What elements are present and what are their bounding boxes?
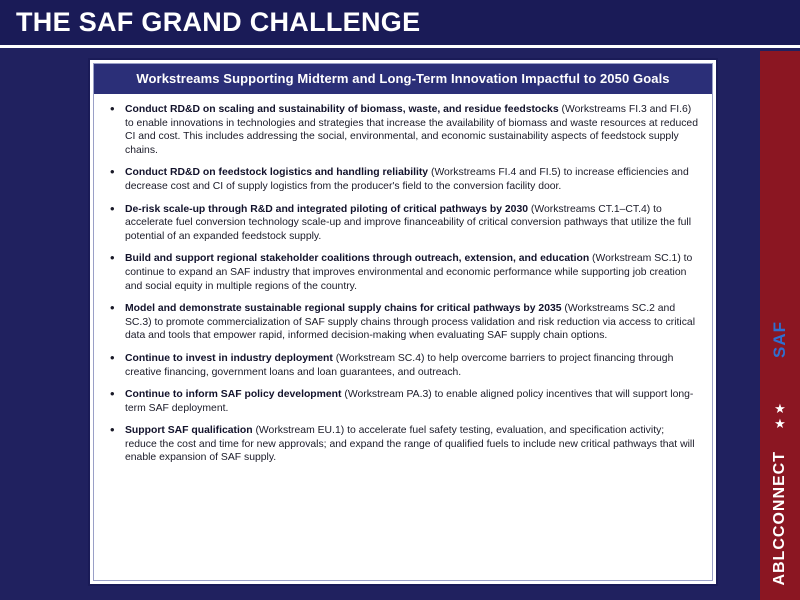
list-item [108, 302, 698, 343]
list-item-rest: (Workstream PA.3) to enable aligned policy incentives that will support long-term SAF deployment. [125, 389, 694, 414]
list-item-rest: (Workstreams FI.3 and FI.6) to enable innovations in technologies and strategies that increase the availability of biomass and waste resources at reduced CI and cost. This includes addressing the social, environmental, and economic sustainability aspects of feedstock supply chains. [125, 104, 698, 156]
list-item [108, 388, 698, 415]
list-item [108, 166, 698, 193]
list-item-lead: Build and support regional stakeholder coalitions through outreach, extension, and education [125, 253, 590, 265]
card-header: Workstreams Supporting Midterm and Long-Term Innovation Impactful to 2050 Goals [94, 64, 712, 94]
rail-brand-abl: ABLC [771, 537, 788, 586]
content-card [88, 58, 718, 586]
list-item [108, 103, 698, 157]
list-item-lead: De-risk scale-up through R&D and integrated piloting of critical pathways by 2030 [125, 203, 529, 215]
list-item-lead: Model and demonstrate sustainable regional supply chains for critical pathways by 2035 [125, 303, 562, 315]
list-item-rest: (Workstreams CT.1–CT.4) to accelerate fuel conversion technology scale-up and improve financeability of critical conversion pathways that utilize the full potential of an expanded feedstock supply. [125, 203, 692, 242]
list-item [108, 203, 698, 244]
rail-brand [771, 451, 789, 586]
list-item-rest: (Workstreams SC.2 and SC.3) to promote commercialization of SAF supply chains through process validation and risk reduction via access to critical data and tools that empower rapid, informed decision-making when evaluating SAF supply chain options. [125, 303, 696, 342]
page-title: THE SAF GRAND CHALLENGE [16, 7, 421, 37]
list-item [108, 352, 698, 379]
list-item-lead: Support SAF qualification [125, 425, 253, 437]
title-bar [0, 0, 800, 48]
list-item-rest: (Workstream SC.1) to continue to expand an SAF industry that improves environmental and economic performance while supporting job creation and social equity in multiple regions of the country. [125, 253, 693, 292]
list-item-lead: Continue to invest in industry deployment [125, 352, 333, 364]
list-item [108, 252, 698, 293]
brand-rail [760, 51, 800, 600]
bullet-list [94, 94, 712, 465]
list-item-rest: (Workstream SC.4) to help overcome barriers to project financing through creative financing, government loans and loan guarantees, and outreach. [125, 352, 674, 378]
list-item-lead: Conduct RD&D on scaling and sustainability of biomass, waste, and residue feedstocks [125, 104, 559, 115]
rail-brand-connect: CONNECT [771, 451, 788, 538]
rail-saf-label: SAF [770, 321, 789, 358]
list-item-lead: Conduct RD&D on feedstock logistics and handling reliability [125, 167, 429, 179]
content-card-inner [93, 63, 713, 581]
list-item [108, 424, 698, 465]
list-item-lead: Continue to inform SAF policy development [125, 389, 342, 401]
list-item-rest: (Workstreams FI.4 and FI.5) to increase efficiencies and decrease cost and CI of supply logistics from the producer's field to the conversion facility door. [125, 167, 689, 192]
stars-icon: ★ ★ [774, 401, 786, 431]
list-item-rest: (Workstream EU.1) to accelerate fuel safety testing, evaluation, and specification activity; reduce the cost and time for new approvals; and expand the range of qualified fuels to include new critical pathways that will enable expansion of SAF supply. [125, 425, 695, 464]
